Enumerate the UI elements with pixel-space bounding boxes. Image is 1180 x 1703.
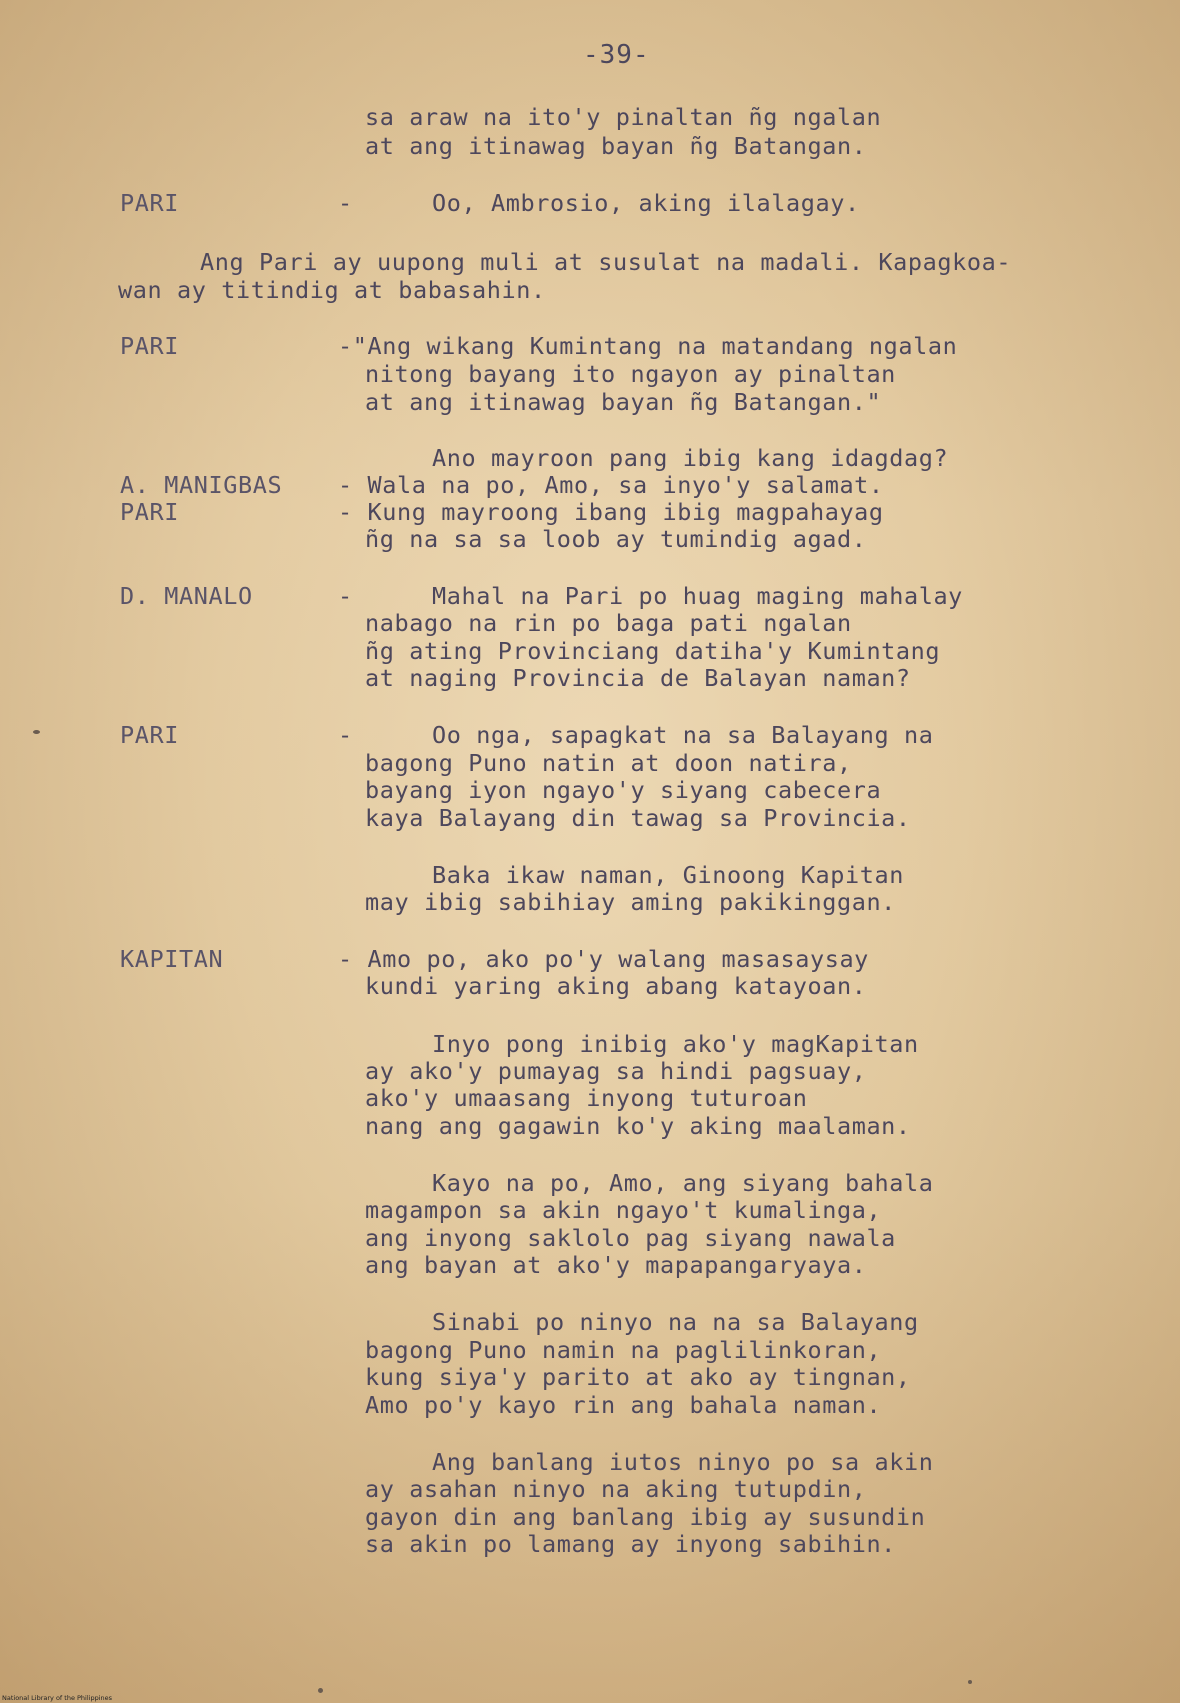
paper-speck <box>33 730 40 734</box>
speaker-label: D. MANALO <box>120 582 253 610</box>
verse-line: at naging Provincia de Balayan naman? <box>365 664 911 692</box>
verse-line: may ibig sabihiay aming pakikinggan. <box>365 888 896 916</box>
speaker-label: PARI <box>120 498 179 526</box>
verse-line: bagong Puno namin na paglilinkoran, <box>365 1336 882 1364</box>
paper-speck <box>318 1688 323 1693</box>
stage-direction: Ang Pari ay uupong muli at susulat na madali. Kapagkoa- <box>200 248 1012 276</box>
verse-line: ay asahan ninyo na aking tutupdin, <box>365 1475 867 1503</box>
verse-line: Oo nga, sapagkat na sa Balayang na <box>432 721 934 749</box>
verse-line: Mahal na Pari po huag maging mahalay <box>432 582 963 610</box>
verse-line: ako'y umaasang inyong tuturoan <box>365 1084 808 1112</box>
verse-line: Kayo na po, Amo, ang siyang bahala <box>432 1169 934 1197</box>
verse-line: kaya Balayang din tawag sa Provincia. <box>365 804 911 832</box>
verse-line: Ang banlang iutos ninyo po sa akin <box>432 1448 934 1476</box>
speaker-label: PARI <box>120 721 179 749</box>
verse-line: bayang iyon ngayo'y siyang cabecera <box>365 776 882 804</box>
stage-direction: wan ay titindig at babasahin. <box>118 276 546 304</box>
verse-line: sa akin po lamang ay inyong sabihin. <box>365 1530 896 1558</box>
verse-line: nabago na rin po baga pati ngalan <box>365 609 852 637</box>
verse-line: ñg na sa sa loob ay tumindig agad. <box>365 525 867 553</box>
verse-line: nang ang gagawin ko'y aking maalaman. <box>365 1112 911 1140</box>
paper-speck <box>968 1680 972 1684</box>
verse-line: at ang itinawag bayan ñg Batangan. <box>365 132 867 160</box>
verse-line: -"Ang wikang Kumintang na matandang ngalan <box>338 332 958 360</box>
page-number: -39- <box>583 40 650 70</box>
dialogue-dash: - <box>338 189 353 217</box>
verse-line: ang inyong saklolo pag siyang nawala <box>365 1224 896 1252</box>
dialogue-dash: - <box>338 721 353 749</box>
speaker-label: PARI <box>120 332 179 360</box>
verse-line: Inyo pong inibig ako'y magKapitan <box>432 1030 919 1058</box>
verse-line: Ano mayroon pang ibig kang idagdag? <box>432 444 949 472</box>
speaker-label: KAPITAN <box>120 945 224 973</box>
verse-line: kundi yaring aking abang katayoan. <box>365 972 867 1000</box>
library-footer: National Library of the Philippines <box>2 1694 113 1702</box>
verse-line: Oo, Ambrosio, aking ilalagay. <box>432 189 860 217</box>
speaker-label: PARI <box>120 189 179 217</box>
verse-line: - Amo po, ako po'y walang masasaysay <box>338 945 869 973</box>
verse-line: Amo po'y kayo rin ang bahala naman. <box>365 1391 882 1419</box>
verse-line: ay ako'y pumayag sa hindi pagsuay, <box>365 1057 867 1085</box>
verse-line: kung siya'y parito at ako ay tingnan, <box>365 1363 911 1391</box>
verse-line: bagong Puno natin at doon natira, <box>365 749 852 777</box>
verse-line: Sinabi po ninyo na na sa Balayang <box>432 1308 919 1336</box>
speaker-label: A. MANIGBAS <box>120 471 283 499</box>
verse-line: ang bayan at ako'y mapapangaryaya. <box>365 1251 867 1279</box>
verse-line: Baka ikaw naman, Ginoong Kapitan <box>432 861 904 889</box>
verse-line: nitong bayang ito ngayon ay pinaltan <box>365 360 896 388</box>
verse-line: magampon sa akin ngayo't kumalinga, <box>365 1196 882 1224</box>
verse-line: - Kung mayroong ibang ibig magpahayag <box>338 498 884 526</box>
verse-line: - Wala na po, Amo, sa inyo'y salamat. <box>338 471 884 499</box>
verse-line: at ang itinawag bayan ñg Batangan." <box>365 388 882 416</box>
dialogue-dash: - <box>338 582 353 610</box>
verse-line: sa araw na ito'y pinaltan ñg ngalan <box>365 103 882 131</box>
verse-line: ñg ating Provinciang datiha'y Kumintang <box>365 637 941 665</box>
verse-line: gayon din ang banlang ibig ay susundin <box>365 1503 926 1531</box>
